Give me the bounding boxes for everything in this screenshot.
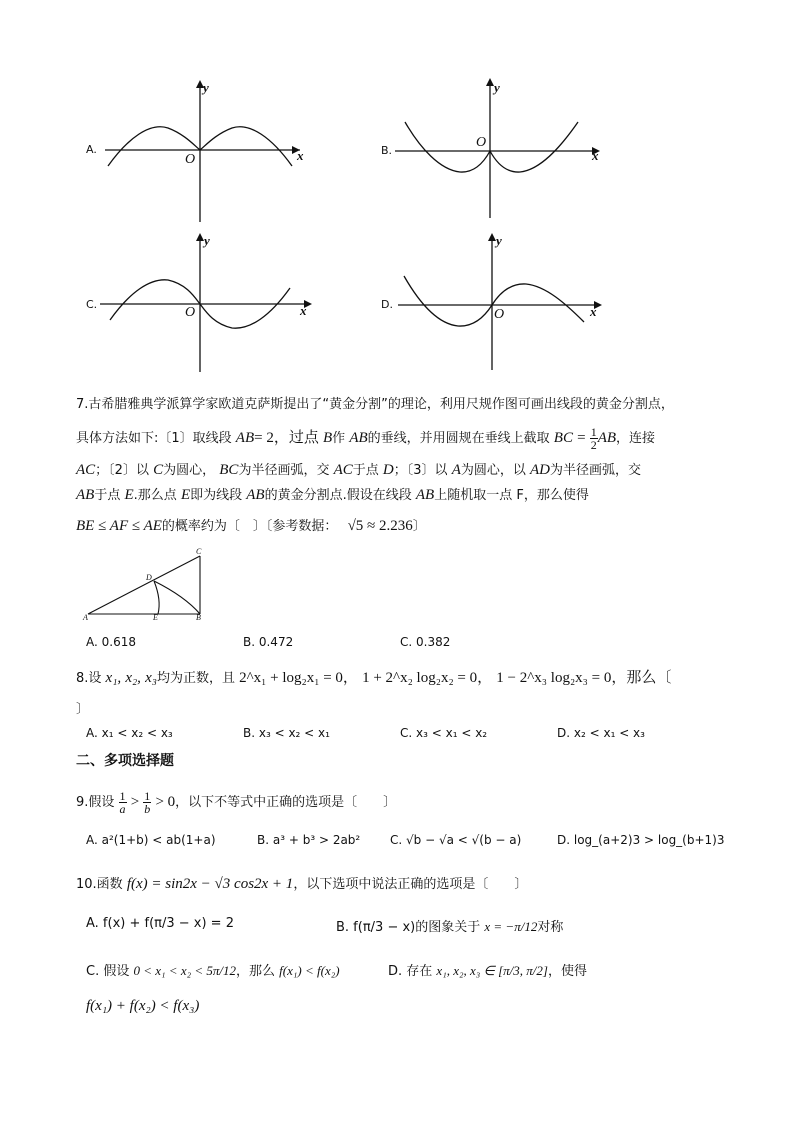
q7-line-1: 7.古希腊雅典学派算学家欧道克萨斯提出了“黄金分割”的理论，利用尺规作图可画出线段的黄金分割点， xyxy=(76,397,674,412)
q7-option-a[interactable]: A. 0.618 xyxy=(86,635,136,649)
graph-d-y-arrow xyxy=(488,233,496,241)
section-title: 二、多项选择题 xyxy=(76,753,174,769)
q7-fig-label-a: A xyxy=(83,613,88,622)
option-graphs xyxy=(0,0,794,380)
q8-option-d[interactable]: D. x₂ < x₁ < x₃ xyxy=(557,726,645,740)
graph-b-y-label: y xyxy=(494,80,500,95)
q10-option-b[interactable]: B. f(π/3 − x)的图象关于 x = −π/12对称 xyxy=(336,919,564,935)
q7-fig-label-d: D xyxy=(146,573,152,582)
q7-option-b[interactable]: B. 0.472 xyxy=(243,635,294,649)
graph-b-y-arrow xyxy=(486,78,494,86)
graph-d-x-label: x xyxy=(590,304,597,319)
q9-frac-1b: $\frac{1}{b}$ xyxy=(144,789,151,816)
q9-option-a[interactable]: A. a²(1+b) < ab(1+a) xyxy=(86,833,216,847)
graph-d-y-label: y xyxy=(496,233,502,248)
q8-line-1: 8.设 x₁, x₂, x₃均为正数，且 2^x₁ + log₂x₁ = 0， 1 + 2^x₂ log₂x₂ = 0， 1 − 2^x₃ log₂x₃ = 0，那么〔 xyxy=(76,670,672,686)
q9-frac-1a: $\frac{1}{a}$ xyxy=(119,789,126,816)
q9-option-b[interactable]: B. a³ + b³ > 2ab² xyxy=(257,833,361,847)
graph-b-label: B. xyxy=(381,144,393,157)
q7-option-c[interactable]: C. 0.382 xyxy=(400,635,451,649)
graph-c-x-label: x xyxy=(300,303,307,318)
graph-a-label: A. xyxy=(86,143,97,156)
q8-option-b[interactable]: B. x₃ < x₂ < x₁ xyxy=(243,726,330,740)
q9-stem: 9.假设 $\frac{1}{a}$ > $\frac{1}{b}$ > 0，以下不等式中正确的选项是〔 〕 xyxy=(76,789,397,816)
q7-fig-label-e: E xyxy=(153,613,158,622)
q8-option-a[interactable]: A. x₁ < x₂ < x₃ xyxy=(86,726,173,740)
q7-fig-label-c: C xyxy=(196,547,202,556)
graph-c-origin: O xyxy=(185,305,196,320)
graph-a-y-label: y xyxy=(203,80,209,95)
graph-d-origin: O xyxy=(494,307,505,322)
q7-line-3: AC；〔2〕以 C为圆心， BC为半径画弧，交 AC于点 D；〔3〕以 A为圆心，以 AD为半径画弧，交 xyxy=(76,462,642,478)
q10-option-d[interactable]: D. 存在 x₁, x₂, x₃ ∈ [π/3, π/2]，使得 xyxy=(388,963,587,979)
q7-fraction-half: $\frac{1}{2}$ xyxy=(590,425,597,452)
graph-c-y-label: y xyxy=(204,233,210,248)
q8-line-2: 〕 xyxy=(76,702,90,717)
graph-a-x-label: x xyxy=(297,148,304,163)
graph-b-origin: O xyxy=(476,135,487,150)
graph-d-label: D. xyxy=(381,298,393,311)
q10-stem: 10.函数 f(x) = sin2x − √3 cos2x + 1，以下选项中说法正确的选项是〔 〕 xyxy=(76,876,528,892)
q7-line-2: 具体方法如下:〔1〕取线段 AB= 2，过点 B作 AB的垂线，并用圆规在垂线上截取 BC = $\frac{1}{2}$ AB，连接 xyxy=(76,425,656,452)
q10-option-c[interactable]: C. 假设 0 < x₁ < x₂ < 5π/12，那么 f(x₁) < f(x₂) xyxy=(86,963,340,979)
q7-line-4: AB于点 E.那么点 E即为线段 AB的黄金分割点.假设在线段 AB上随机取一点 F，那么使得 xyxy=(76,487,589,503)
q10-option-a[interactable]: A. f(x) + f(π/3 − x) = 2 xyxy=(86,916,234,931)
q7-fig-label-b: B xyxy=(196,613,201,622)
q7-figure xyxy=(82,548,212,624)
graph-c-label: C. xyxy=(86,298,98,311)
q9-option-c[interactable]: C. √b − √a < √(b − a) xyxy=(390,833,522,847)
q9-option-d[interactable]: D. log_(a+2)3 > log_(b+1)3 xyxy=(557,833,725,847)
q10-option-d-line-2: f(x₁) + f(x₂) < f(x₃) xyxy=(86,998,200,1014)
graph-c-y-arrow xyxy=(196,233,204,241)
q7-line-5: BE ≤ AF ≤ AE的概率约为〔 〕〔参考数据： √5 ≈ 2.236〕 xyxy=(76,518,426,534)
graph-b-x-label: x xyxy=(592,148,599,163)
q8-option-c[interactable]: C. x₃ < x₁ < x₂ xyxy=(400,726,488,740)
graph-b-curve xyxy=(405,122,578,172)
graph-a-origin: O xyxy=(185,152,196,167)
